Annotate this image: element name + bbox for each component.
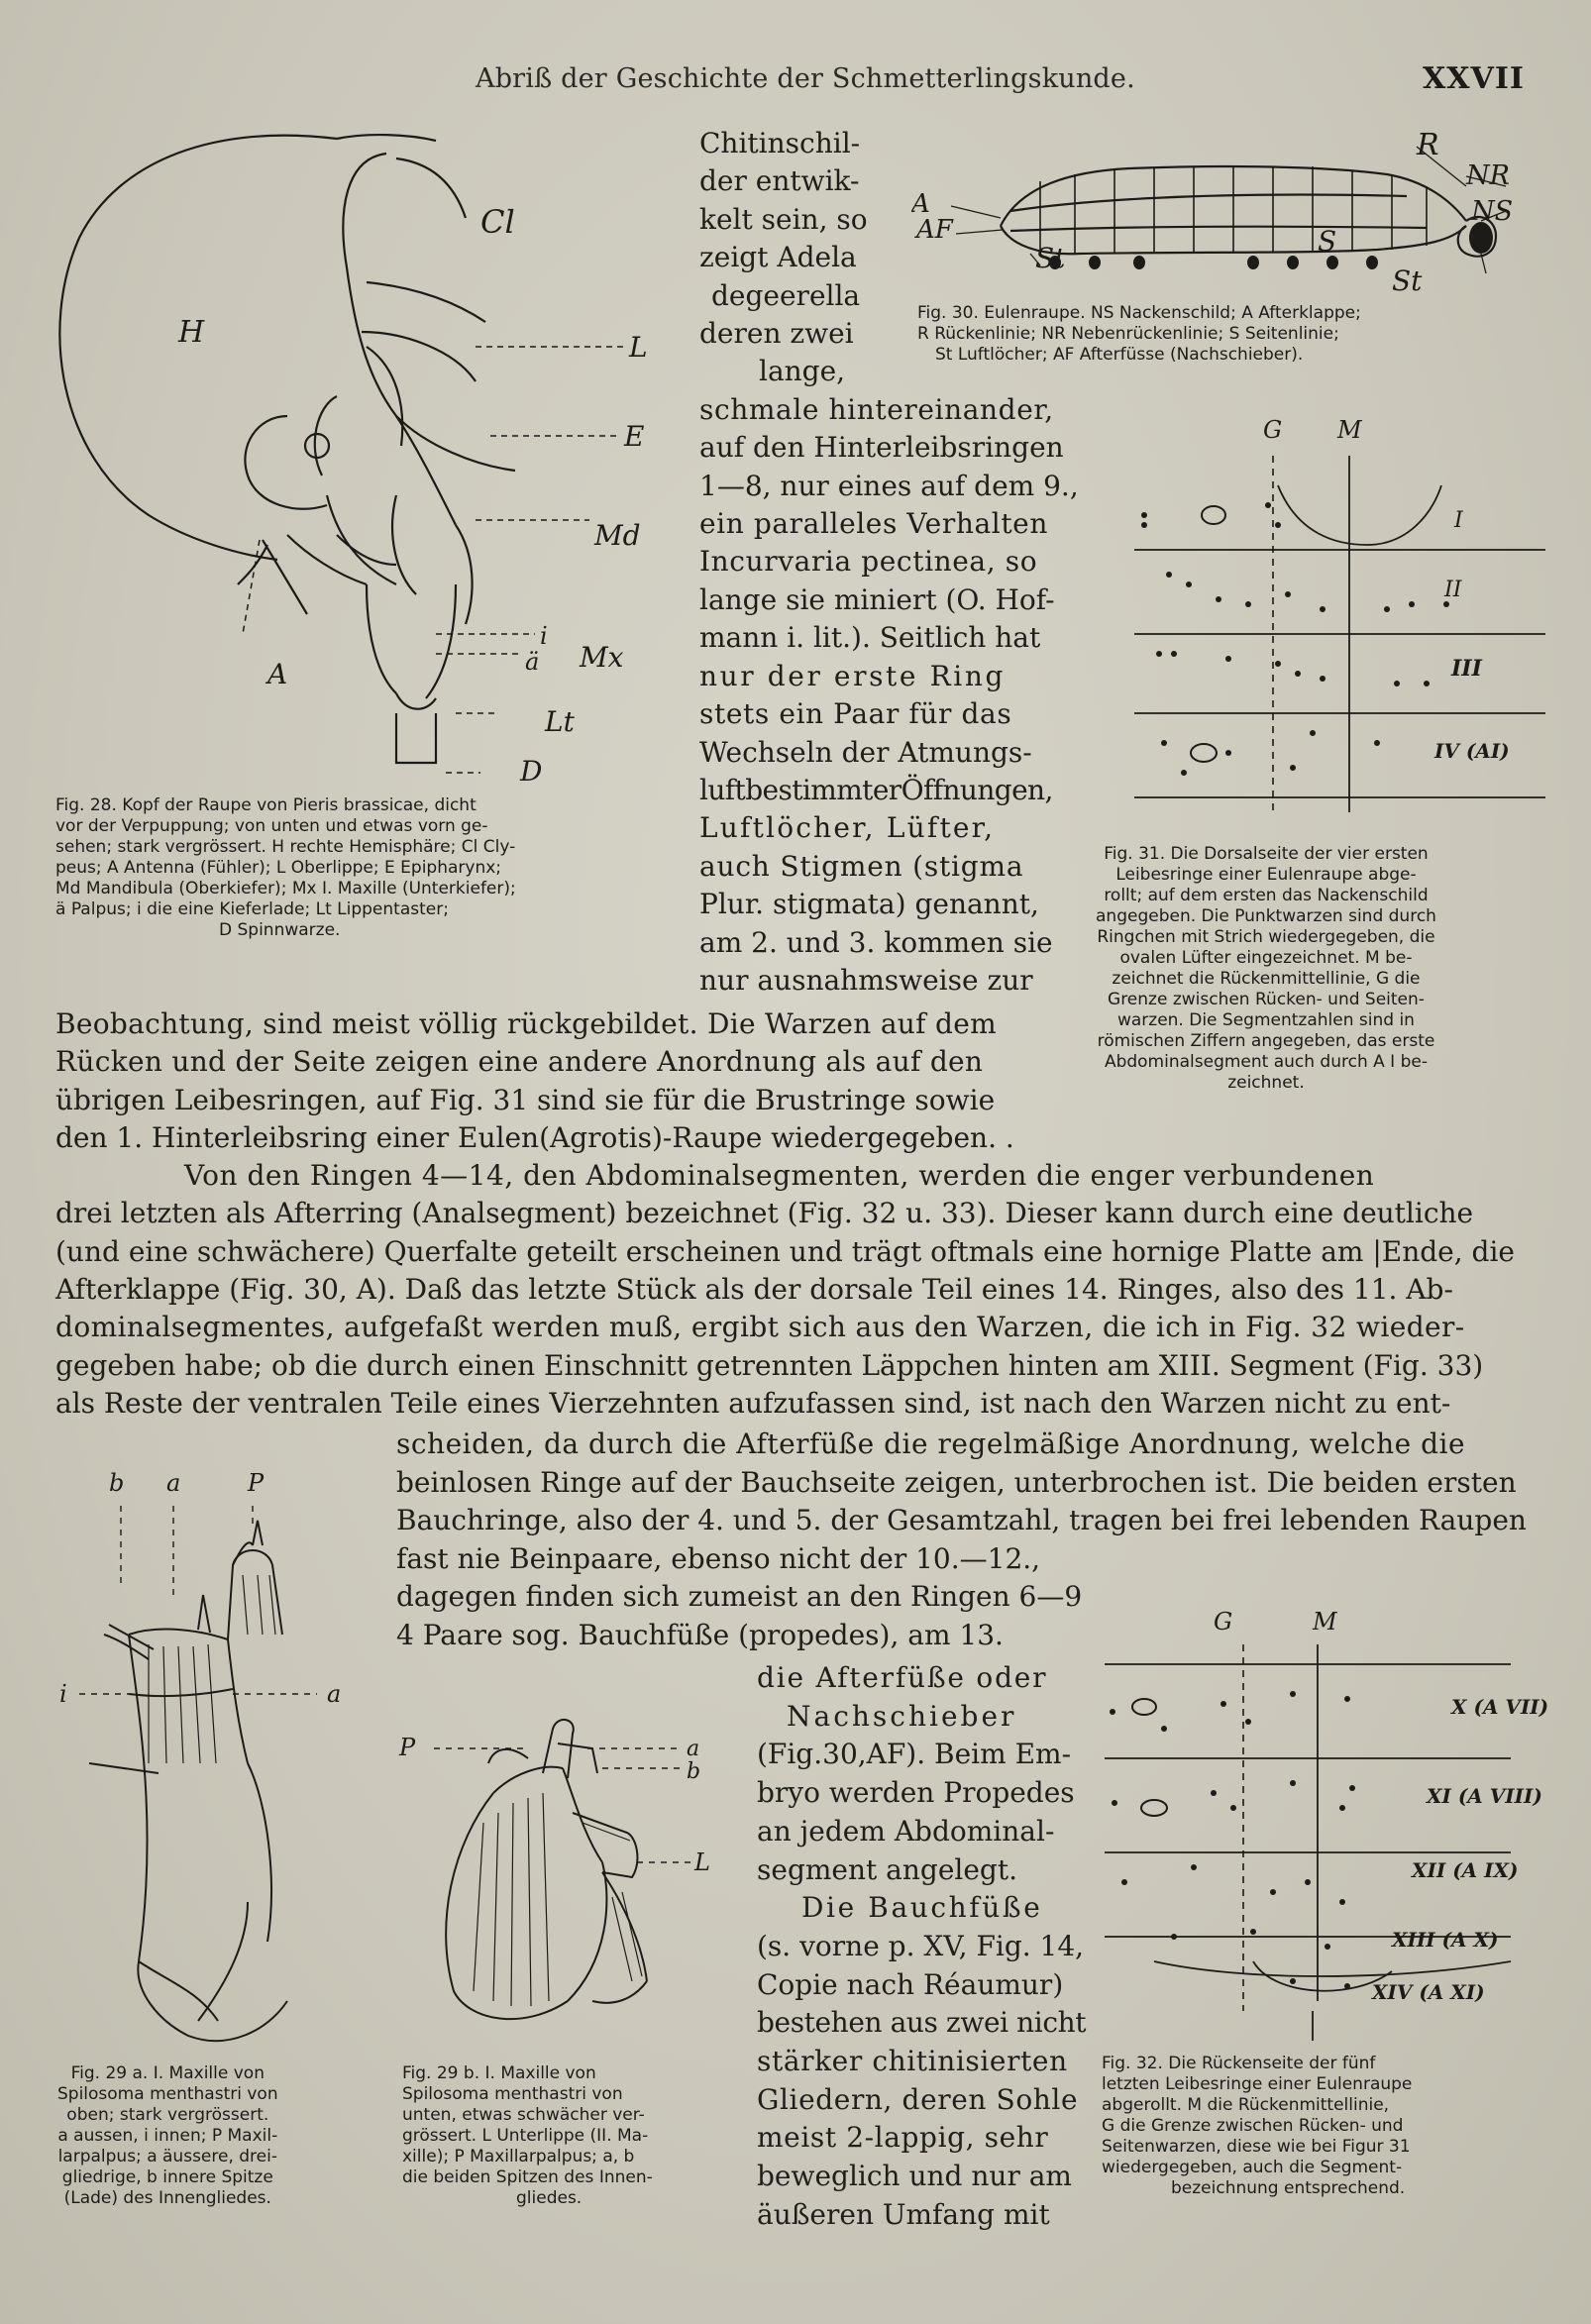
text-line: Gliedern, deren Sohle — [757, 2082, 1079, 2116]
fig30-label-r: R — [1417, 128, 1439, 162]
caption-line: Seitenwarzen, diese wie bei Figur 31 — [1102, 2137, 1411, 2157]
text-line: stärker chitinisierten — [757, 2045, 1068, 2078]
caption-line: die beiden Spitzen des Innen- — [402, 2167, 653, 2187]
text-line: Beobachtung, sind meist völlig rückgebildet. Die Warzen auf dem — [55, 1007, 997, 1040]
text-line: Plur. stigmata) genannt, — [699, 888, 1039, 921]
fig29b-caption — [402, 2063, 653, 2209]
text-line: beinlosen Ringe auf der Bauchseite zeigen, unterbrochen ist. Die beiden ersten — [396, 1465, 1517, 1499]
caption-line: wiedergegeben, auch die Segment- — [1102, 2158, 1403, 2177]
text-line: segment angelegt. — [757, 1852, 1017, 1886]
fig32-caption — [1102, 2054, 1412, 2199]
caption-line: zeichnet. — [1227, 1073, 1305, 1093]
fig29b-label-l: L — [694, 1849, 710, 1876]
fig31-drawing — [1129, 416, 1565, 822]
fig30-label-st: St — [1035, 242, 1066, 274]
text-line: luftbestimmterÖffnungen, — [699, 773, 1053, 806]
text-line: degeerella — [711, 278, 861, 312]
text-line: bestehen aus zwei nicht — [757, 2006, 1087, 2040]
fig29a-label-a: a — [166, 1469, 181, 1497]
caption-line: Abdominalsegment auch durch A I be- — [1104, 1052, 1428, 1072]
text-line: dominalsegmentes, aufgefaßt werden muß, ergibt sich aus den Warzen, die ich in Fig. 32 wieder- — [55, 1311, 1465, 1344]
figure-29b — [394, 1704, 721, 2041]
fig28-label-mx: Mx — [580, 641, 624, 674]
text-line: Luftlöcher, Lüfter, — [699, 811, 996, 845]
caption-line: Fig. 29 b. I. Maxille von — [402, 2063, 596, 2083]
caption-line: gliedrige, b innere Spitze — [61, 2167, 273, 2187]
caption-line: abgerollt. M die Rückenmittellinie, — [1102, 2095, 1390, 2115]
fig32-label-m: M — [1313, 1608, 1337, 1636]
fig32-label-g: G — [1214, 1608, 1233, 1636]
fig28-label-cl: Cl — [480, 203, 515, 241]
text-line: meist 2-lappig, sehr — [757, 2121, 1049, 2155]
text-line: übrigen Leibesringen, auf Fig. 31 sind sie für die Brustringe sowie — [55, 1083, 996, 1116]
caption-line: zeichnet die Rückenmittellinie, G die — [1112, 969, 1421, 989]
text-line: Von den Ringen 4—14, den Abdominalsegmenten, werden die enger verbundenen — [184, 1159, 1375, 1193]
text-line: Rücken und der Seite zeigen eine andere Anordnung als auf den — [55, 1045, 984, 1079]
caption-line: letzten Leibesringe einer Eulenraupe — [1102, 2074, 1413, 2094]
fig30-label-a: A — [911, 189, 930, 219]
caption-line: Fig. 31. Die Dorsalseite der vier ersten — [1104, 844, 1429, 864]
fig30-label-st-2: St — [1392, 264, 1423, 297]
figure-31 — [1129, 416, 1565, 822]
text-line: Incurvaria pectinea, so — [699, 545, 1038, 579]
text-line: äußeren Umfang mit — [757, 2197, 1050, 2231]
text-line: nur der erste Ring — [699, 659, 1006, 692]
text-line: zeigt Adela — [699, 241, 857, 274]
figure-30 — [911, 127, 1545, 300]
fig29b-label-a: a — [687, 1737, 700, 1761]
fig28-label-l: L — [629, 331, 648, 364]
fig28-drawing — [40, 119, 684, 792]
text-line: lange sie miniert (O. Hof- — [699, 582, 1055, 616]
text-line: (Fig.30,AF). Beim Em- — [757, 1738, 1072, 1771]
text-line: an jedem Abdominal- — [757, 1814, 1055, 1848]
caption-line: Md Mandibula (Oberkiefer); Mx I. Maxille (Unterkiefer); — [55, 879, 516, 898]
text-line: mann i. lit.). Seitlich hat — [699, 621, 1041, 655]
text-line: (s. vorne p. XV, Fig. 14, — [757, 1929, 1085, 1962]
caption-line: ä Palpus; i die eine Kieferlade; Lt Lippentaster; — [55, 899, 449, 919]
fig30-label-nr: NR — [1466, 160, 1510, 191]
text-line: Chitinschil- — [699, 127, 861, 159]
fig30-drawing — [911, 127, 1545, 300]
fig32-row-10: X (A VII) — [1451, 1695, 1549, 1719]
text-line: schmale hintereinander, — [699, 392, 1054, 426]
caption-line: Leibesringe einer Eulenraupe abge- — [1115, 865, 1417, 885]
running-header: Abriß der Geschichte der Schmetterlingskunde. — [476, 63, 1135, 94]
text-line: dagegen finden sich zumeist an den Ringen 6—9 — [396, 1580, 1083, 1614]
fig30-caption — [917, 303, 1361, 366]
caption-line: rollt; auf dem ersten das Nackenschild — [1104, 886, 1429, 905]
fig28-label-e: E — [624, 420, 645, 453]
text-line: (und eine schwächere) Querfalte geteilt erscheinen und trägt oftmals eine hornige Platte am |Ende, die — [55, 1234, 1515, 1268]
text-line: auch Stigmen (stigma — [699, 849, 1024, 883]
fig29b-label-p: P — [399, 1734, 416, 1761]
figure-32 — [1095, 1605, 1570, 2041]
caption-line: St Luftlöcher; AF Afterfüsse (Nachschieber). — [935, 345, 1304, 365]
caption-line: unten, etwas schwächer ver- — [402, 2105, 645, 2125]
page-number: XXVII — [1423, 61, 1525, 96]
caption-line: Spilosoma menthastri von — [402, 2084, 623, 2104]
text-line: scheiden, da durch die Afterfüße die regelmäßige Anordnung, welche die — [396, 1427, 1466, 1460]
fig28-label-a-antenna: A — [267, 658, 288, 690]
text-line: am 2. und 3. kommen sie — [699, 925, 1053, 959]
fig31-row-2: II — [1444, 578, 1462, 602]
body-text — [55, 1005, 1515, 1423]
figure-28 — [40, 119, 684, 792]
caption-line: warzen. Die Segmentzahlen sind in — [1116, 1010, 1415, 1030]
fig32-row-14: XIV (A XI) — [1372, 1980, 1485, 2004]
caption-line: Spilosoma menthastri von — [57, 2084, 278, 2104]
text-line: Nachschieber — [787, 1699, 1017, 1733]
text-line: als Reste der ventralen Teile eines Vierzehnten aufzufassen sind, ist nach den Warzen nicht zu ent- — [55, 1386, 1451, 1420]
text-line: gegeben habe; ob die durch einen Einschnitt getrennten Läppchen hinten am XIII. Segment (Fig. 33) — [55, 1348, 1484, 1382]
text-line: Wechseln der Atmungs- — [699, 735, 1032, 769]
caption-line: vor der Verpuppung; von unten und etwas vorn ge- — [55, 816, 488, 836]
fig32-row-13: XIII (A X) — [1392, 1928, 1499, 1952]
caption-line: Fig. 29 a. I. Maxille von — [70, 2063, 265, 2083]
text-line: 4 Paare sog. Bauchfüße (propedes), am 13. — [396, 1618, 1004, 1651]
fig28-label-md: Md — [594, 519, 641, 552]
text-line: ein paralleles Verhalten — [699, 507, 1048, 541]
text-line: nur ausnahmsweise zur — [699, 963, 1033, 997]
fig32-row-11: XI (A VIII) — [1427, 1784, 1542, 1808]
caption-line: Fig. 32. Die Rückenseite der fünf — [1102, 2054, 1376, 2073]
text-line: den 1. Hinterleibsring einer Eulen(Agrotis)-Raupe wiedergegeben. . — [55, 1120, 1014, 1154]
caption-line: gliedes. — [516, 2188, 583, 2208]
text-line: drei letzten als Afterring (Analsegment) bezeichnet (Fig. 32 u. 33). Dieser kann durch eine deutliche — [55, 1197, 1474, 1230]
caption-line: xille); P Maxillarpalpus; a, b — [402, 2147, 635, 2166]
text-line: deren zwei — [699, 317, 854, 351]
fig29a-label-i: i — [59, 1680, 67, 1708]
fig28-label-d: D — [520, 755, 543, 788]
fig29a-label-b: b — [109, 1469, 125, 1497]
caption-line: Ringchen mit Strich wiedergegeben, die — [1097, 927, 1435, 947]
text-line: stets ein Paar für das — [699, 697, 1012, 731]
caption-line: R Rückenlinie; NR Nebenrückenlinie; S Seitenlinie; — [917, 324, 1339, 344]
caption-line: Fig. 28. Kopf der Raupe von Pieris brassicae, dicht — [55, 795, 477, 815]
caption-line: (Lade) des Innengliedes. — [63, 2188, 271, 2208]
fig32-row-12: XII (A IX) — [1412, 1858, 1519, 1882]
fig29a-label-a-outer: a — [327, 1680, 342, 1708]
fig28-caption — [55, 795, 516, 941]
fig30-label-s: S — [1318, 225, 1337, 258]
fig31-row-4: IV (AI) — [1434, 739, 1510, 763]
fig28-label-a: ä — [525, 648, 540, 676]
fig30-label-ns: NS — [1471, 196, 1514, 227]
fig32-drawing — [1095, 1605, 1570, 2041]
fig31-row-1: I — [1454, 508, 1463, 533]
fig31-label-m: M — [1337, 416, 1362, 444]
text-column-bottom — [757, 1659, 1086, 2235]
caption-line: sehen; stark vergrössert. H rechte Hemisphäre; Cl Cly- — [55, 837, 516, 857]
text-line: der entwik- — [699, 164, 860, 198]
caption-line: D Spinnwarze. — [219, 920, 341, 940]
text-line: bryo werden Propedes — [757, 1776, 1075, 1810]
text-line: 1—8, nur eines auf dem 9., — [699, 469, 1079, 502]
fig30-label-af: AF — [916, 215, 953, 245]
text-line: die Afterfüße oder — [757, 1661, 1048, 1694]
caption-line: larpalpus; a äussere, drei- — [57, 2147, 277, 2166]
caption-line: peus; A Antenna (Fühler); L Oberlippe; E Epipharynx; — [55, 858, 502, 878]
text-line: Die Bauchfüße — [801, 1891, 1043, 1925]
caption-line: G die Grenze zwischen Rücken- und — [1102, 2116, 1404, 2136]
text-line: fast nie Beinpaare, ebenso nicht der 10.—12., — [396, 1541, 1041, 1575]
text-line: beweglich und nur am — [757, 2160, 1072, 2193]
caption-line: Grenze zwischen Rücken- und Seiten- — [1108, 990, 1425, 1009]
caption-line: angegeben. Die Punktwarzen sind durch — [1096, 906, 1436, 926]
figure-29a — [50, 1466, 347, 2060]
text-line: Bauchringe, also der 4. und 5. der Gesamtzahl, tragen bei frei lebenden Raupen — [396, 1504, 1527, 1537]
fig29a-caption — [57, 2063, 278, 2209]
fig28-label-i: i — [540, 622, 548, 650]
caption-line: ovalen Lüfter eingezeichnet. M be- — [1119, 948, 1413, 968]
caption-line: Fig. 30. Eulenraupe. NS Nackenschild; A Afterklappe; — [917, 303, 1361, 323]
fig29a-drawing — [50, 1466, 347, 2060]
fig28-label-lt: Lt — [545, 705, 575, 738]
caption-line: grössert. L Unterlippe (II. Ma- — [402, 2126, 649, 2146]
text-line: lange, — [759, 355, 846, 388]
fig29a-label-p: P — [248, 1469, 265, 1497]
text-line: kelt sein, so — [699, 202, 868, 236]
caption-line: a aussen, i innen; P Maxil- — [57, 2126, 278, 2146]
fig29b-drawing — [394, 1704, 721, 2041]
caption-line: bezeichnung entsprechend. — [1171, 2178, 1406, 2198]
caption-line: römischen Ziffern angegeben, das erste — [1097, 1031, 1435, 1051]
text-line: Afterklappe (Fig. 30, A). Daß das letzte Stück als der dorsale Teil eines 14. Ringes, also des 11. Ab- — [55, 1273, 1453, 1307]
caption-line: oben; stark vergrössert. — [66, 2105, 269, 2125]
fig28-label-h: H — [178, 315, 205, 350]
fig31-row-3: III — [1451, 656, 1482, 682]
fig29b-label-b: b — [687, 1759, 701, 1784]
fig31-label-g: G — [1263, 416, 1283, 444]
text-line: auf den Hinterleibsringen — [699, 431, 1064, 465]
text-line: Copie nach Réaumur) — [757, 1967, 1064, 2001]
